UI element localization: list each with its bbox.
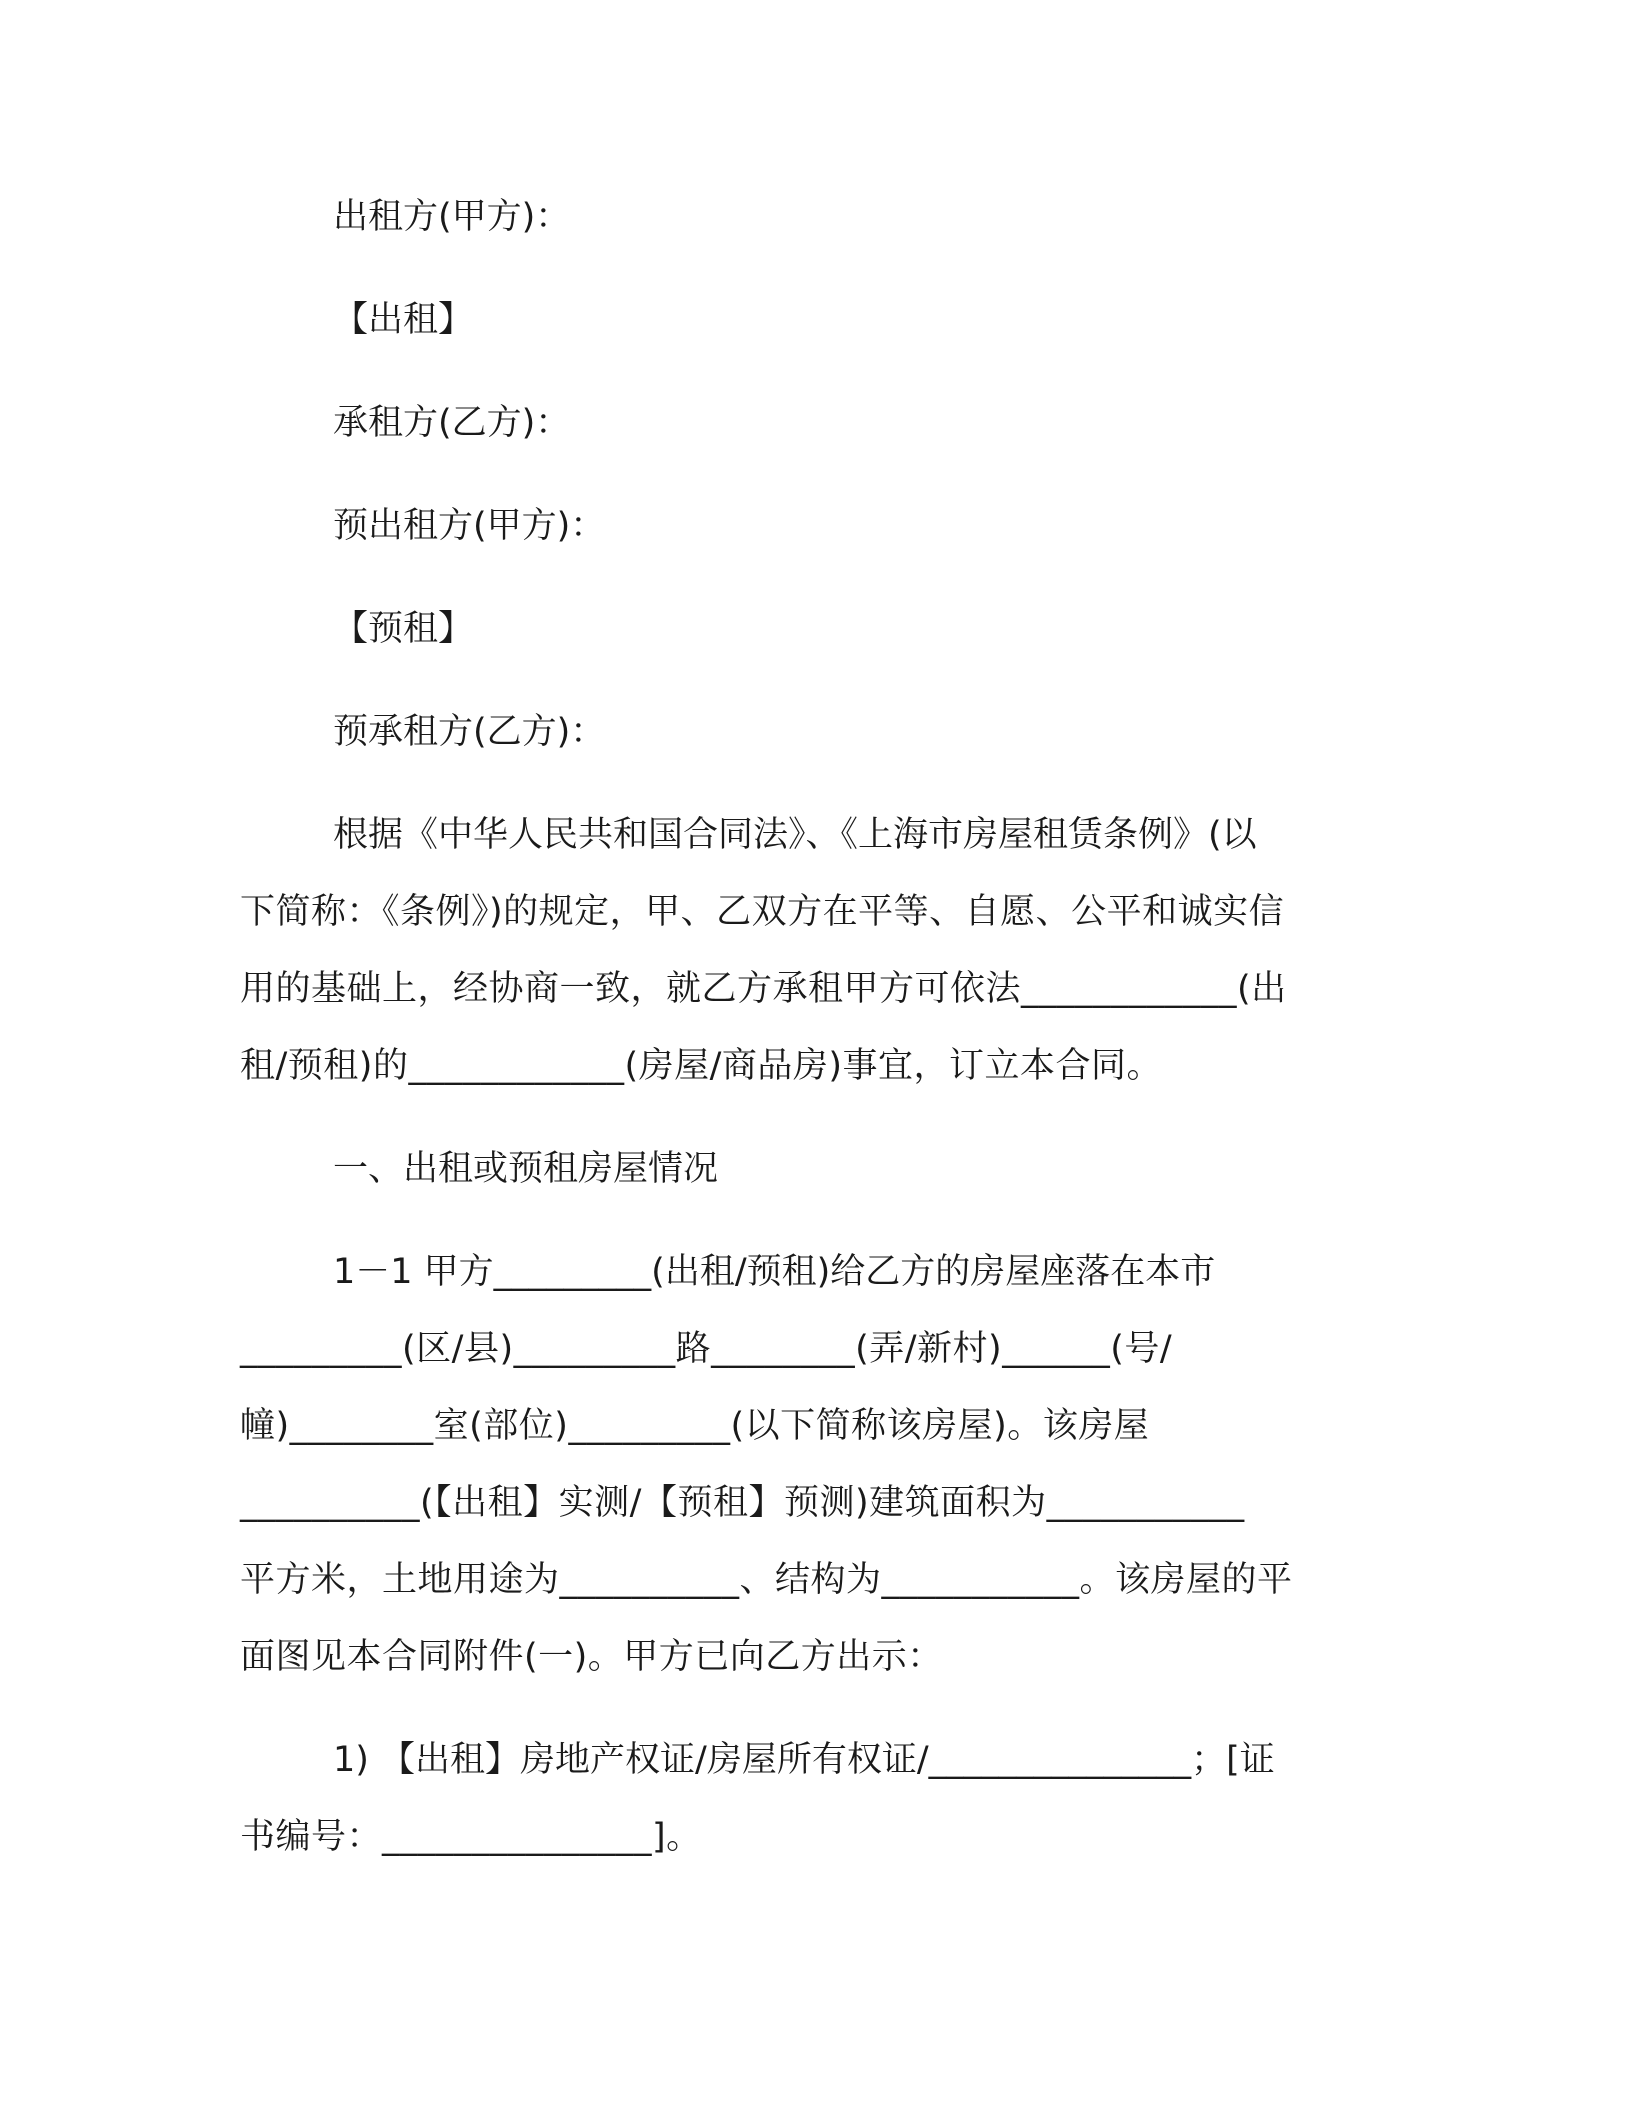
item-1-line-2: 书编号：_______________]。 xyxy=(240,1817,702,1857)
pre-lessee-label: 预承租方(乙方)： xyxy=(333,712,606,752)
clause-1-1-line-2: _________(区/县)_________路________(弄/新村)______(号/ xyxy=(240,1329,1173,1369)
preamble-line-4: 租/预租)的____________(房屋/商品房)事宜，订立本合同。 xyxy=(240,1046,1163,1086)
section-title: 一、出租或预租房屋情况 xyxy=(333,1149,719,1189)
clause-1-1-line-4: __________(【出租】实测/【预租】预测)建筑面积为___________ xyxy=(240,1483,1245,1523)
preamble-line-2: 下简称：《条例》)的规定，甲、乙双方在平等、自愿、公平和诚实信 xyxy=(240,892,1285,932)
lessor-label: 出租方(甲方)： xyxy=(333,197,571,237)
clause-1-1-line-1: 1－1 甲方_________(出租/预租)给乙方的房屋座落在本市 xyxy=(333,1252,1216,1292)
pre-lease-heading: 【预租】 xyxy=(333,609,474,649)
clause-1-1-line-3: 幢)________室(部位)_________(以下简称该房屋)。该房屋 xyxy=(240,1406,1150,1446)
preamble-line-1: 根据《中华人民共和国合同法》、《上海市房屋租赁条例》(以 xyxy=(333,815,1257,855)
lessee-label: 承租方(乙方)： xyxy=(333,403,571,443)
pre-lessor-label: 预出租方(甲方)： xyxy=(333,506,606,546)
clause-1-1-line-5: 平方米，土地用途为__________、结构为___________。该房屋的平 xyxy=(240,1560,1293,1600)
item-1-line-1: 1) 【出租】房地产权证/房屋所有权证/_______________；[证 xyxy=(333,1740,1275,1780)
clause-1-1-line-6: 面图见本合同附件(一)。甲方已向乙方出示： xyxy=(240,1637,943,1677)
preamble-line-3: 用的基础上，经协商一致，就乙方承租甲方可依法____________(出 xyxy=(240,969,1287,1009)
lease-heading: 【出租】 xyxy=(333,300,474,340)
